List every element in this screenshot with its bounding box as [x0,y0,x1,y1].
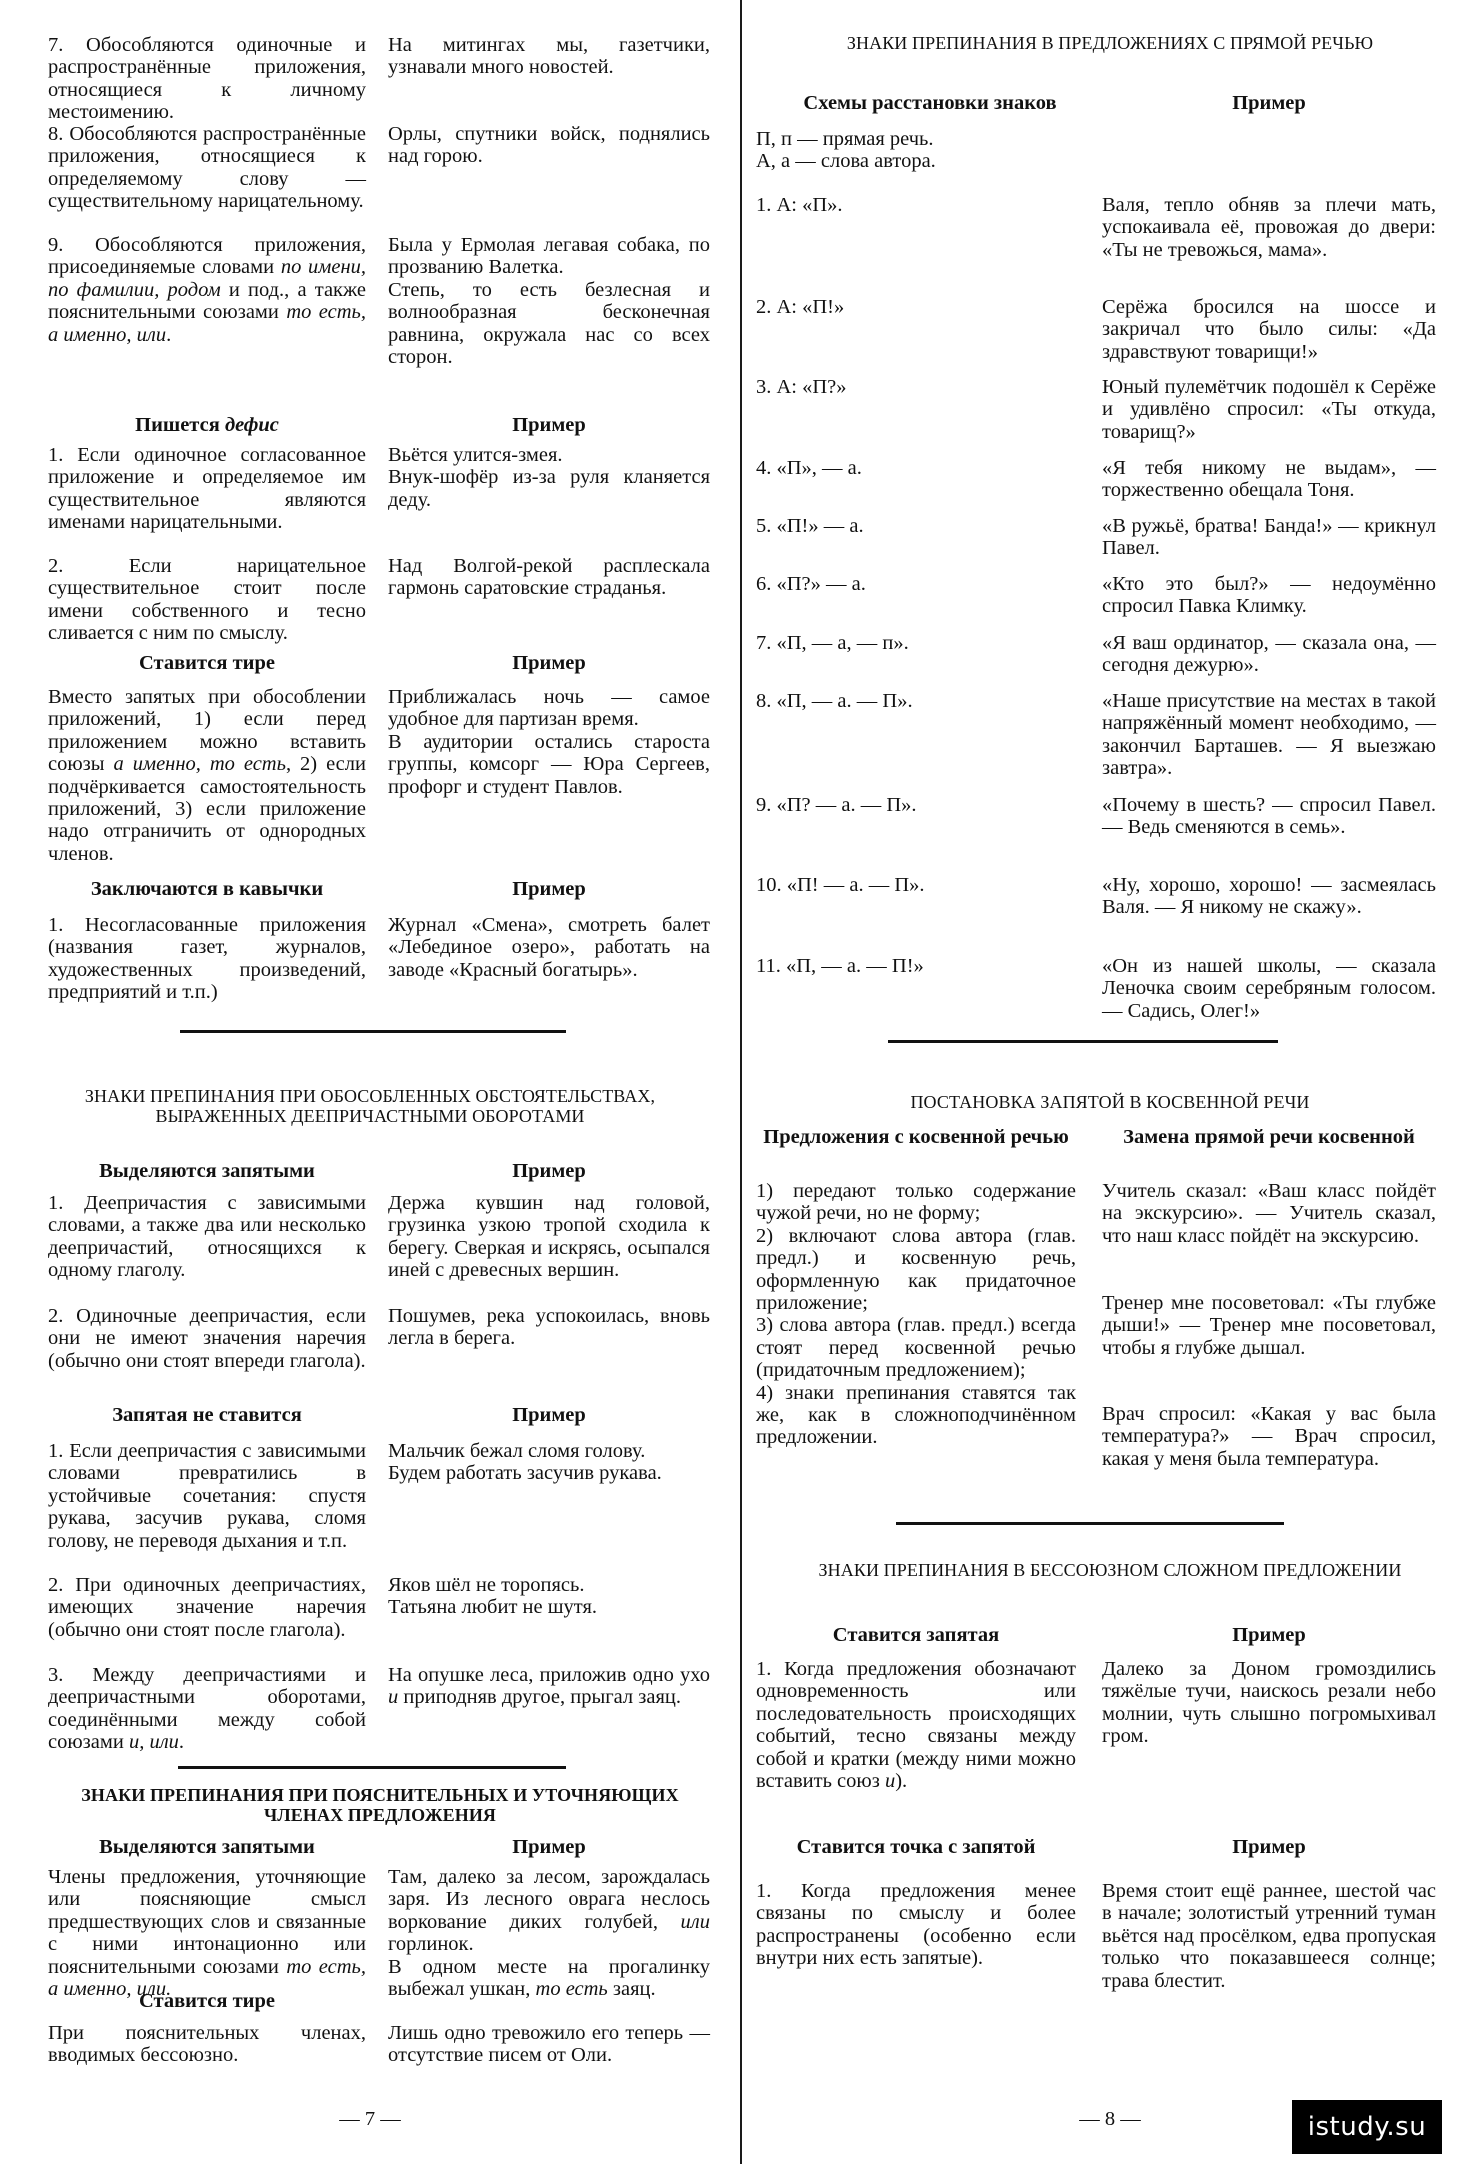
indirect-heading-left: Предложения с косвенной речью [763,1126,1069,1148]
participle-rule-4: 2. При одиночных деепричастиях, имеющих значение наречия (обычно они стоят после глагола). [48,1574,366,1641]
asyndetic-section-title: ЗНАКИ ПРЕПИНАНИЯ В БЕССОЮЗНОМ СЛОЖНОМ ПРЕДЛОЖЕНИИ [818,1560,1402,1580]
explanatory-rule-2: При пояснительных членах, вводимых бессоюзно. [48,2022,366,2067]
explanatory-heading-1: Выделяются запятыми [99,1836,315,1858]
scheme-example: Валя, тепло обняв за плечи мать, успокаивала её, провожая до двери: «Ты не тревожься, мама». [1102,194,1436,261]
scheme-example: «Кто это был?» — недоумённо спросил Павка Климку. [1102,573,1436,618]
scheme-row: 5. «П!» — а. [756,515,864,537]
explanatory-example-heading-1: Пример [512,1836,586,1858]
asyndetic-example-1: Далеко за Доном громоздились тяжёлые тучи, наискось резали небо молнии, чуть слышно погромыхивал гром. [1102,1658,1436,1748]
hyphen-rule-1: 1. Если одиночное согласованное приложение и определяемое им существительное являются именами нарицательными. [48,444,366,534]
scheme-example: Серёжа бросился на шоссе и закричал что было силы: «Да здравствуют товарищи!» [1102,296,1436,363]
participle-rule-1: 1. Деепричастия с зависимыми словами, а также два или несколько деепричастий, относящихся к одному глаголу. [48,1192,366,1282]
participle-heading-1: Выделяются запятыми [99,1160,315,1182]
asyndetic-heading-2: Ставится точка с запятой [796,1836,1036,1858]
section-divider [896,1522,1284,1525]
participle-rule-3: 1. Если деепричастия с зависимыми словами превратились в устойчивые сочетания: спустя рукава, засучив рукава, сломя голову, не переводя дыхания и т.п. [48,1440,366,1552]
hyphen-example-2: Над Волгой-рекой расплескала гармонь саратовские страданья. [388,555,710,600]
scheme-row: 9. «П? — а. — П». [756,794,917,816]
apposition-rule-7: 7. Обособляются одиночные и распространённые приложения, относящиеся к личному местоимению. [48,34,366,124]
dash-example: Приближалась ночь — самое удобное для партизан время. В аудитории остались староста группы, комсорг — Юра Сергеев, профорг и студент Павлов. [388,686,710,798]
scheme-row: 8. «П, — а. — П». [756,690,913,712]
explanatory-rule-1: Члены предложения, уточняющие или поясняющие смысл предшествующих слов и связанные с ними интонационно или пояснительными союзами то есть, а именно, или. [48,1866,366,2001]
scheme-row: 6. «П?» — а. [756,573,866,595]
participle-example-3: Мальчик бежал сломя голову. Будем работать засучив рукава. [388,1440,662,1485]
scheme-row: 10. «П! — а. — П». [756,874,925,896]
scheme-row: 4. «П», — а. [756,457,862,479]
quotes-rule: 1. Несогласованные приложения (названия газет, журналов, художественных произведений, предприятий и т.п.) [48,914,366,1004]
direct-speech-example-heading: Пример [1232,92,1306,114]
section-divider [180,1030,566,1033]
scheme-row: 1. А: «П». [756,194,843,216]
dash-example-heading: Пример [512,652,586,674]
quotes-example: Журнал «Смена», смотреть балет «Лебединое озеро», работать на заводе «Красный богатырь». [388,914,710,981]
participle-example-4: Яков шёл не торопясь. Татьяна любит не шутя. [388,1574,598,1619]
hyphen-example-heading: Пример [512,414,586,436]
indirect-example-2: Тренер мне посоветовал: «Ты глубже дыши!» — Тренер мне посоветовал, чтобы я глубже дышал. [1102,1292,1436,1359]
participle-section-title: ЗНАКИ ПРЕПИНАНИЯ ПРИ ОБОСОБЛЕННЫХ ОБСТОЯТЕЛЬСТВАХ, ВЫРАЖЕННЫХ ДЕЕПРИЧАСТНЫМИ ОБОРОТАМИ [84,1086,656,1126]
hyphen-rule-2: 2. Если нарицательное существительное стоит после имени собственного и тесно сливается с ним по смыслу. [48,555,366,645]
apposition-rule-8: 8. Обособляются распространённые приложения, относящиеся к определяемому слову — существительному нарицательному. [48,123,366,213]
scheme-example: «В ружьё, братва! Банда!» — крикнул Павел. [1102,515,1436,560]
scheme-row: 7. «П, — а, — п». [756,632,909,654]
participle-heading-2: Запятая не ставится [112,1404,302,1426]
participle-rule-2: 2. Одиночные деепричастия, если они не имеют значения наречия (обычно они стоят впереди глагола). [48,1305,366,1372]
participle-example-heading-1: Пример [512,1160,586,1182]
page-number: — 7 — [339,2108,401,2130]
section-divider [888,1040,1278,1043]
watermark-badge: istudy.su [1292,2100,1442,2154]
legend: П, п — прямая речь. А, а — слова автора. [756,128,936,173]
apposition-example-7: На митингах мы, газетчики, узнавали много новостей. [388,34,710,79]
explanatory-section-title: ЗНАКИ ПРЕПИНАНИЯ ПРИ ПОЯСНИТЕЛЬНЫХ И УТОЧНЯЮЩИХ ЧЛЕНАХ ПРЕДЛОЖЕНИЯ [81,1785,679,1825]
dash-rule: Вместо запятых при обособлении приложений, 1) если перед приложением можно вставить союзы а именно, то есть, 2) если подчёркивается самостоятельность приложений, 3) если приложение надо отграничить от однородных членов. [48,686,366,865]
dash-heading: Ставится тире [138,652,275,674]
apposition-rule-9: 9. Обособляются приложения, присоединяемые словами по имени, по фамилии, родом и под., а также пояснительными союзами то есть, а именно, или. [48,234,366,346]
scheme-example: «Он из нашей школы, — сказала Леночка своим серебряным голосом. — Садись, Олег!» [1102,955,1436,1022]
page-number: — 8 — [1079,2108,1141,2130]
indirect-heading-right: Замена прямой речи косвенной [1123,1126,1415,1148]
explanatory-example-2: Лишь одно тревожило его теперь — отсутствие писем от Оли. [388,2022,710,2067]
indirect-section-title: ПОСТАНОВКА ЗАПЯТОЙ В КОСВЕННОЙ РЕЧИ [910,1092,1310,1112]
asyndetic-example-heading-2: Пример [1232,1836,1306,1858]
asyndetic-example-2: Время стоит ещё раннее, шестой час в начале; золотистый утренний туман вьётся над просёлком, едва пропуская только что показавшееся солнце; трава блестит. [1102,1880,1436,1992]
explanatory-example-1: Там, далеко за лесом, зарождалась заря. Из лесного оврага неслось воркование диких голубей, или горлинок. В одном месте на прогалинку выбежал ушкан, то есть заяц. [388,1866,710,2001]
hyphen-heading: Пишется дефис [135,414,279,436]
schemes-heading: Схемы расстановки знаков [803,92,1057,114]
right-page [740,0,1480,2164]
asyndetic-rule-1: 1. Когда предложения обозначают одновременность или последовательность происходящих событий, тесно связаны между собой и кратки (между ними можно вставить союз и). [756,1658,1076,1793]
explanatory-heading-2: Ставится тире [138,1990,275,2012]
scheme-example: «Ну, хорошо, хорошо! — засмеялась Валя. — Я никому не скажу». [1102,874,1436,919]
participle-rule-5: 3. Между деепричастиями и деепричастными оборотами, соединёнными между собой союзами и, или. [48,1664,366,1754]
asyndetic-heading-1: Ставится запятая [832,1624,1000,1646]
scheme-example: «Наше присутствие на местах в такой напряжённый момент необходимо, — закончил Барташев. — Я выезжаю завтра». [1102,690,1436,780]
scheme-example: Юный пулемётчик подошёл к Серёже и удивлёно спросил: «Ты откуда, товарищ?» [1102,376,1436,443]
section-divider [178,1766,566,1769]
scheme-row: 3. А: «П?» [756,376,847,398]
quotes-heading: Заключаются в кавычки [90,878,324,900]
participle-example-1: Держа кувшин над головой, грузинка узкою тропой сходила к берегу. Сверкая и искрясь, осыпался иней с древесных вершин. [388,1192,710,1282]
scheme-example: «Почему в шесть? — спросил Павел. — Ведь сменяются в семь». [1102,794,1436,839]
asyndetic-example-heading-1: Пример [1232,1624,1306,1646]
participle-example-2: Пошумев, река успокоилась, вновь легла в берега. [388,1305,710,1350]
direct-speech-section-title: ЗНАКИ ПРЕПИНАНИЯ В ПРЕДЛОЖЕНИЯХ С ПРЯМОЙ РЕЧЬЮ [846,33,1374,53]
indirect-example-3: Врач спросил: «Какая у вас была температура?» — Врач спросил, какая у меня была температура. [1102,1403,1436,1470]
apposition-example-9: Была у Ермолая легавая собака, по прозванию Валетка. Степь, то есть безлесная и волнообразная бесконечная равнина, окружала нас со всех сторон. [388,234,710,369]
indirect-example-1: Учитель сказал: «Ваш класс пойдёт на экскурсию». — Учитель сказал, что наш класс пойдёт на экскурсию. [1102,1180,1436,1247]
hyphen-example-1: Вьётся улится-змея. Внук-шофёр из-за руля кланяется деду. [388,444,710,511]
scheme-row: 11. «П, — а. — П!» [756,955,924,977]
participle-example-5: На опушке леса, приложив одно ухо и приподняв другое, прыгал заяц. [388,1664,710,1709]
asyndetic-rule-2: 1. Когда предложения менее связаны по смыслу и более распространены (особенно если внутри них есть запятые). [756,1880,1076,1970]
apposition-example-8: Орлы, спутники войск, поднялись над горою. [388,123,710,168]
indirect-rules: 1) передают только содержание чужой речи, но не форму; 2) включают слова автора (глав. предл.) и косвенную речь, оформленную как придаточное приложение; 3) слова автора (глав. предл.) всегда стоят перед косвенной речью (придаточным предложением); 4) знаки препинания ставятся так же, как в сложноподчинённом предложении. [756,1180,1076,1449]
scheme-example: «Я ваш ординатор, — сказала она, — сегодня дежурю». [1102,632,1436,677]
scheme-row: 2. А: «П!» [756,296,845,318]
participle-example-heading-2: Пример [512,1404,586,1426]
quotes-example-heading: Пример [512,878,586,900]
scheme-example: «Я тебя никому не выдам», — торжественно обещала Тоня. [1102,457,1436,502]
